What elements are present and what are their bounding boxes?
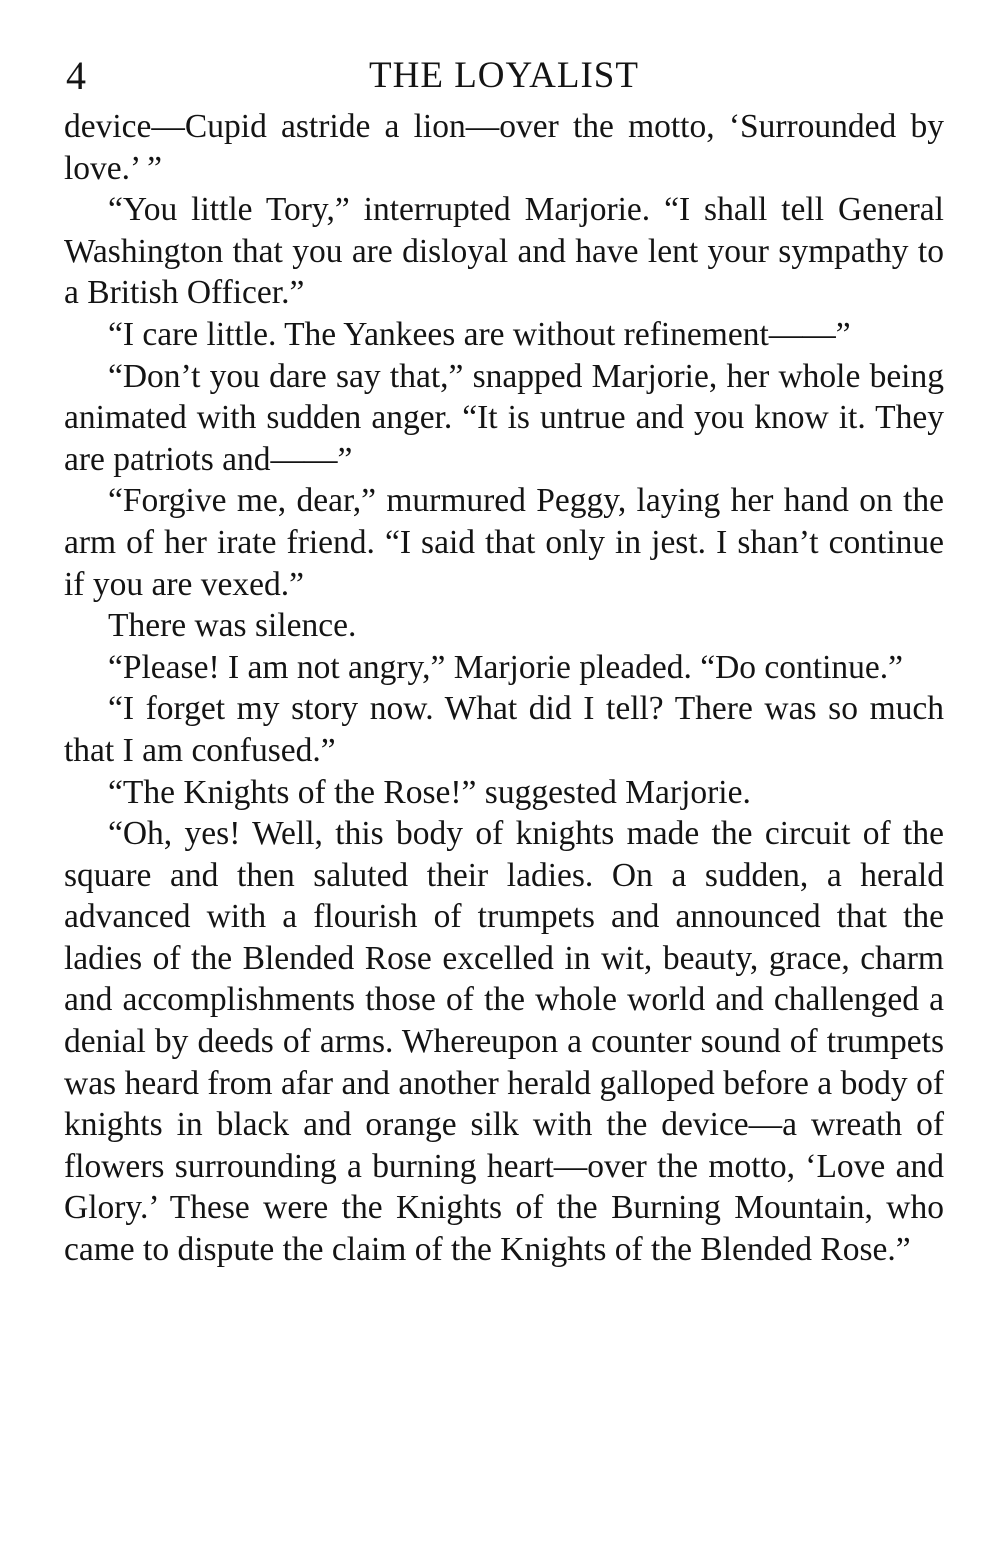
running-title: THE LOYALIST bbox=[369, 55, 639, 96]
paragraph: “Please! I am not angry,” Marjorie pleaded. “Do continue.” bbox=[108, 648, 903, 686]
running-head bbox=[64, 52, 944, 100]
paragraph: “I forget my story now. What did I tell? There was so much that I am confused.” bbox=[64, 690, 944, 769]
paragraph: “You little Tory,” interrupted Marjorie. “I shall tell General Washington that you are disloyal and have lent your sympathy to a British Officer.” bbox=[64, 191, 944, 312]
paragraph: There was silence. bbox=[108, 607, 357, 645]
book-page bbox=[64, 52, 944, 1271]
paragraph: “I care little. The Yankees are without refinement——” bbox=[108, 315, 851, 353]
body-text bbox=[64, 106, 944, 1271]
paragraph: device—Cupid astride a lion—over the motto, ‘Surrounded by love.’ ” bbox=[64, 108, 944, 187]
paragraph: “Don’t you dare say that,” snapped Marjorie, her whole being animated with sudden anger. “It is untrue and you know it. They are patriots and——” bbox=[64, 357, 944, 478]
paragraph: “Forgive me, dear,” murmured Peggy, laying her hand on the arm of her irate friend. “I said that only in jest. I shan’t continue if you are vexed.” bbox=[64, 482, 944, 603]
page-number: 4 bbox=[66, 53, 86, 98]
paragraph: “Oh, yes! Well, this body of knights made the circuit of the square and then saluted their ladies. On a sudden, a herald advanced with a flourish of trumpets and announced that the ladies of the Blended Rose excelled in wit, beauty, grace, charm and accomplishments those of the whole world and challenged a denial by deeds of arms. Whereupon a counter sound of trumpets was heard from afar and another herald galloped before a body of knights in black and orange silk with the device—a wreath of flowers surrounding a burning heart—over the motto, ‘Love and Glory.’ These were the Knights of the Burning Mountain, who came to dispute the claim of the Knights of the Blended Rose.” bbox=[64, 815, 944, 1269]
paragraph: “The Knights of the Rose!” suggested Marjorie. bbox=[108, 773, 751, 811]
